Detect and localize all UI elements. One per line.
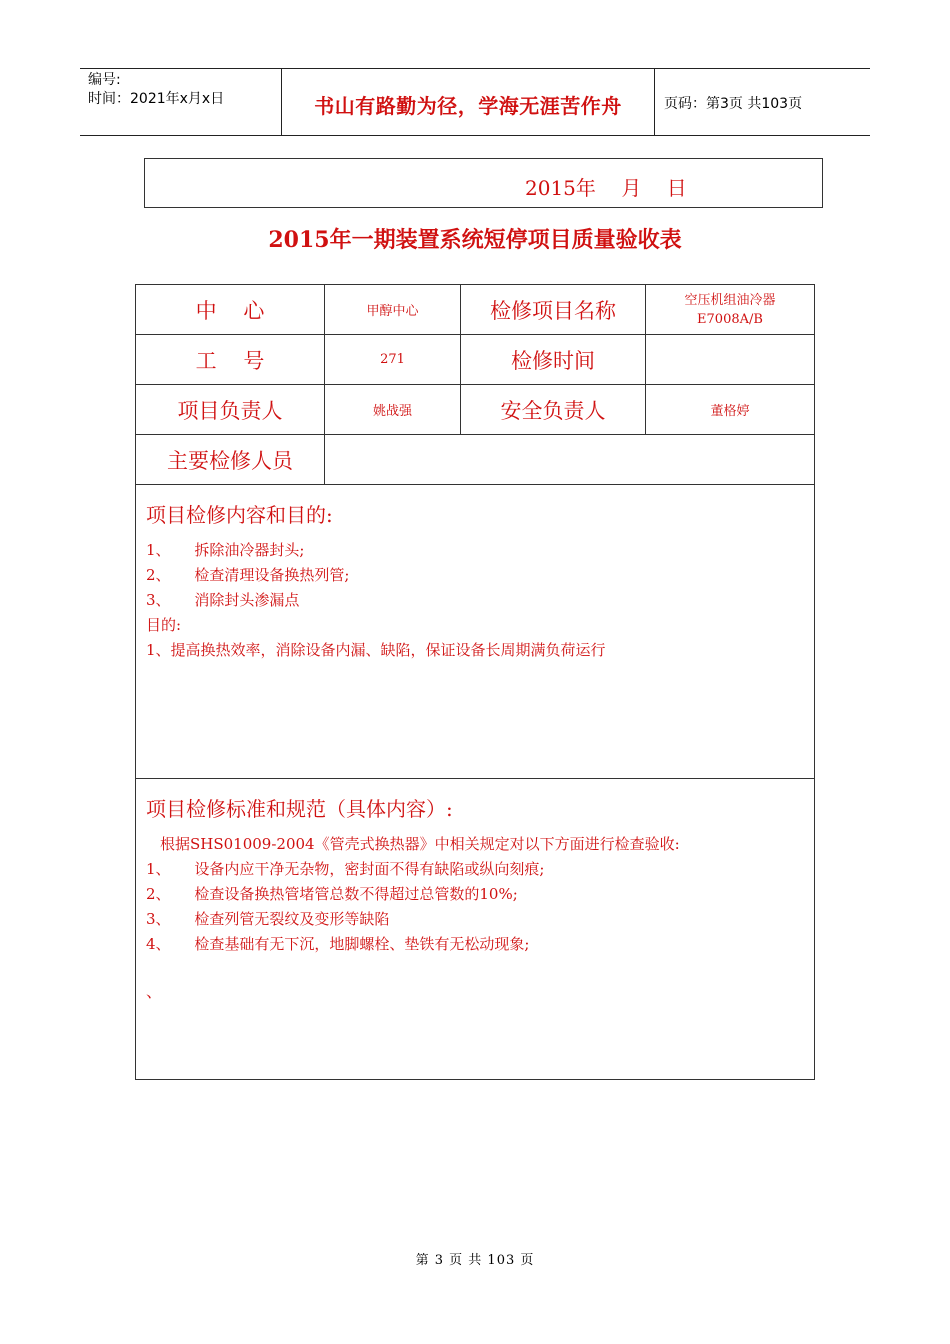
header-bottom-rule <box>80 135 870 136</box>
project-leader-label: 项目负责人 <box>136 385 325 434</box>
table-row <box>136 435 814 485</box>
header-top-rule <box>80 68 870 69</box>
date-box <box>144 158 823 208</box>
standard-trailing-mark: 、 <box>146 982 163 1001</box>
header-divider-right <box>654 68 655 136</box>
project-name-value <box>646 285 814 334</box>
header-time: 时间：2021年x月x日 <box>88 91 225 107</box>
safety-leader-label: 安全负责人 <box>461 385 646 434</box>
header-motto: 书山有路勤为径，学海无涯苦作舟 <box>314 94 622 118</box>
project-leader-value: 姚战强 <box>325 385 461 434</box>
standard-section <box>136 779 814 1079</box>
standard-item-2: 2、 检查设备换热管堵管总数不得超过总管数的10%; <box>146 885 518 903</box>
center-label: 中 心 <box>136 285 325 334</box>
header-number-label: 编号: <box>88 72 121 88</box>
purpose-label: 目的: <box>146 616 182 634</box>
date-text: 2015年 月 日 <box>525 176 687 200</box>
standard-item-4: 4、 检查基础有无下沉，地脚螺栓、垫铁有无松动现象; <box>146 935 530 953</box>
repair-time-label: 检修时间 <box>461 335 646 384</box>
standard-item-3: 3、 检查列管无裂纹及变形等缺陷 <box>146 910 390 928</box>
main-staff-label: 主要检修人员 <box>136 435 325 484</box>
acceptance-table <box>135 284 815 1080</box>
content-section <box>136 485 814 779</box>
content-item-1: 1、 拆除油冷器封头; <box>146 541 305 559</box>
content-item-2: 2、 检查清理设备换热列管; <box>146 566 350 584</box>
purpose-item: 1、提高换热效率，消除设备内漏、缺陷，保证设备长周期满负荷运行 <box>146 641 606 659</box>
table-row <box>136 335 814 385</box>
work-no-value: 271 <box>325 335 461 384</box>
header-meta <box>88 71 224 109</box>
project-name-label: 检修项目名称 <box>461 285 646 334</box>
center-value: 甲醇中心 <box>325 285 461 334</box>
main-staff-value <box>325 435 814 484</box>
table-row <box>136 285 814 335</box>
safety-leader-value: 董格婷 <box>710 404 750 419</box>
header-divider-left <box>281 68 282 136</box>
header-page-info: 页码：第3页 共103页 <box>664 96 803 112</box>
table-row <box>136 385 814 435</box>
project-name-value-line1: 空压机组油冷器 <box>684 292 776 308</box>
work-no-label: 工 号 <box>136 335 325 384</box>
standard-intro: 根据SHS01009-2004《管壳式换热器》中相关规定对以下方面进行检查验收: <box>160 835 680 853</box>
standard-section-title: 项目检修标准和规范（具体内容）: <box>146 797 453 821</box>
form-title: 2015年一期装置系统短停项目质量验收表 <box>268 227 682 253</box>
content-item-3: 3、 消除封头渗漏点 <box>146 591 300 609</box>
repair-time-value <box>646 335 814 384</box>
page-footer: 第 3 页 共 103 页 <box>415 1253 535 1268</box>
project-name-value-line2: E7008A/B <box>697 311 763 327</box>
standard-item-1: 1、 设备内应干净无杂物，密封面不得有缺陷或纵向刻痕; <box>146 860 545 878</box>
content-section-title: 项目检修内容和目的: <box>146 503 333 527</box>
